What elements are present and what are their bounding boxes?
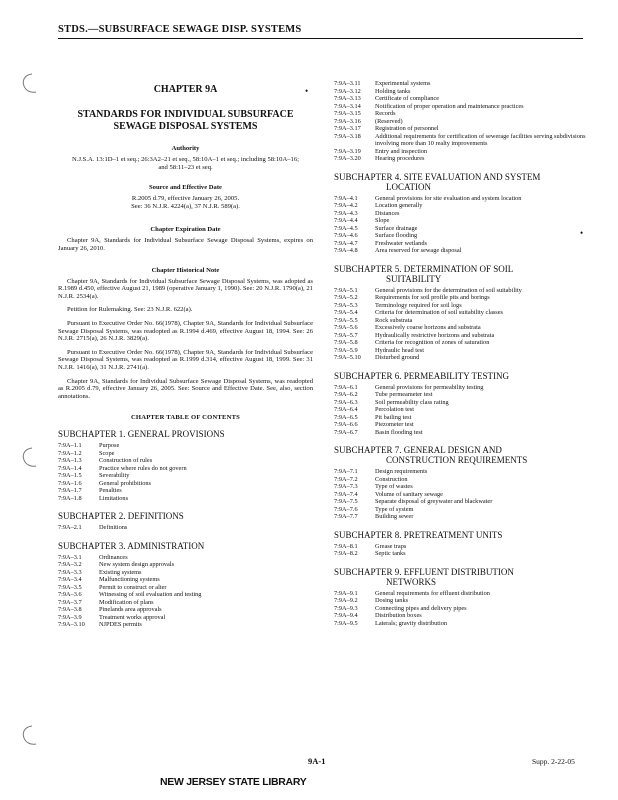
toc-entry: [334, 491, 592, 499]
section-title: Type of system: [375, 505, 414, 513]
section-number: 7:9A–3.16: [334, 117, 361, 125]
running-head: STDS.—SUBSURFACE SEWAGE DISP. SYSTEMS: [58, 24, 583, 39]
section-title: New system design approvals: [99, 561, 175, 569]
toc-entry: [334, 506, 592, 514]
section-number: 7:9A–5.7: [334, 331, 358, 339]
toc-entry: [334, 125, 592, 133]
section-title: Rock substrata: [375, 316, 413, 324]
section-title: Records: [375, 110, 396, 117]
toc-entry: [58, 614, 313, 622]
history-paragraph: Chapter 9A, Standards for Individual Subsurface Sewage Disposal Systems, was adopted as R.1989 d.450, effective August 21, 1989 (operative January 1, 1990). See: 20 N.J.R. 1790(a), 21 N.J.R. 2534(a).: [58, 277, 313, 300]
toc-entry: [58, 472, 313, 480]
section-title: Pinelands area approvals: [99, 606, 162, 614]
toc-entry: [58, 442, 313, 450]
subchapter-heading: [334, 172, 592, 192]
section-number: 7:9A–1.4: [58, 464, 82, 472]
section-title: Volume of sanitary sewage: [375, 490, 443, 498]
subchapter-heading: [334, 264, 592, 284]
subchapter-heading: [334, 530, 592, 540]
section-title: Witnessing of soil evaluation and testing: [99, 591, 202, 599]
section-number: 7:9A–3.1: [58, 553, 82, 561]
subchapter-heading-line: NETWORKS: [386, 576, 436, 587]
toc-entry: [334, 468, 592, 476]
section-title: Type of wastes: [375, 483, 413, 490]
subchapter-heading: [58, 511, 313, 521]
toc-entry: [334, 195, 592, 203]
toc-entry: [334, 247, 592, 255]
history-paragraph: Chapter 9A, Standards for Individual Subsurface Sewage Disposal Systems, was readopted as R.2005 d.79, effective January 26, 2005. See: Source and Effective Date. See, also, section annotations.: [58, 377, 313, 400]
section-number: 7:9A–3.19: [334, 147, 361, 155]
section-number: 7:9A–3.20: [334, 155, 361, 162]
section-number: 7:9A–9.2: [334, 597, 358, 604]
section-title: Excessively coarse horizons and substrata: [375, 324, 481, 331]
subchapter-heading-line: SUBCHAPTER 5. DETERMINATION OF SOIL: [334, 263, 514, 274]
subchapter-heading: [58, 541, 313, 551]
toc-entry: [334, 202, 592, 210]
section-title: Notification of proper operation and maintenance practices: [375, 102, 524, 110]
section-number: 7:9A–7.2: [334, 475, 358, 483]
section-number: 7:9A–4.5: [334, 224, 358, 232]
history-paragraph: Pursuant to Executive Order No. 66(1978), Chapter 9A, Standards for Individual Subsurface Sewage Disposal Systems, was readopted as R.1994 d.469, effective August 18, 1994. See: 26 N.J.R. 2715(a), 26 N.J.R. 3829(a).: [58, 319, 313, 343]
toc-entry: [334, 429, 592, 437]
section-number: 7:9A–3.10: [58, 621, 85, 629]
section-number: 7:9A–9.5: [334, 619, 358, 627]
section-number: 7:9A–5.5: [334, 316, 358, 324]
section-title: Hearing procedures: [375, 155, 425, 162]
toc-entry: [58, 524, 313, 532]
toc-entry: [334, 483, 592, 491]
section-title: Location generally: [375, 202, 423, 209]
section-title: Severability: [99, 472, 130, 480]
section-title: Experimental systems: [375, 80, 431, 87]
section-number: 7:9A–3.9: [58, 613, 82, 621]
section-number: 7:9A–3.4: [58, 576, 82, 584]
section-title: Laterals; gravity distribution: [375, 619, 448, 627]
toc-entry: [58, 480, 313, 488]
toc-entry: [334, 133, 592, 148]
section-number: 7:9A–5.10: [334, 354, 361, 361]
section-number: 7:9A–3.7: [58, 598, 82, 606]
section-number: 7:9A–3.11: [334, 80, 361, 87]
section-title: Freshwater wetlands: [375, 239, 427, 247]
section-title: Requirements for soil profile pits and borings: [375, 294, 490, 301]
toc-entry: [334, 95, 592, 103]
section-title: Distances: [375, 209, 400, 217]
section-number: 7:9A–4.3: [334, 209, 358, 217]
section-title: Tube permeameter test: [375, 391, 433, 398]
toc-entry: [334, 210, 592, 218]
section-title: Piezometer test: [375, 421, 414, 428]
toc-entry: [58, 487, 313, 495]
section-title: Malfunctioning systems: [99, 576, 160, 584]
section-number: 7:9A–2.1: [58, 524, 82, 532]
toc-entry: [334, 347, 592, 355]
page-number: 9A-1: [308, 756, 326, 766]
subchapter-heading: [334, 567, 592, 587]
history-paragraph: Pursuant to Executive Order No. 66(1978), Chapter 9A, Standards for Individual Subsurface Sewage Disposal Systems, was readopted as R.1999 d.314, effective August 18, 1999. See: 31 N.J.R. 1416(a), 31 N.J.R. 2741(a).: [58, 348, 313, 371]
history-heading: Chapter Historical Note: [151, 266, 220, 274]
section-title: Surface drainage: [375, 224, 418, 232]
subchapter-heading-line: SUBCHAPTER 1. GENERAL PROVISIONS: [58, 429, 225, 440]
section-number: 7:9A–3.5: [58, 583, 82, 591]
toc-entry: [58, 465, 313, 473]
section-title: Construction: [375, 475, 408, 483]
section-number: 7:9A–8.2: [334, 550, 358, 557]
section-number: 7:9A–1.8: [58, 494, 82, 502]
section-title: Criteria for determination of soil suitability classes: [375, 309, 504, 316]
section-number: 7:9A–3.18: [334, 132, 361, 140]
section-number: 7:9A–3.8: [58, 606, 82, 614]
subchapter-heading-line: SUBCHAPTER 6. PERMEABILITY TESTING: [334, 370, 510, 381]
authority-heading: Authority: [171, 145, 200, 152]
toc-entry: [334, 217, 592, 225]
section-title: Percolation test: [375, 406, 414, 413]
toc-entry: [334, 590, 592, 598]
section-number: 7:9A–3.17: [334, 125, 361, 132]
section-number: 7:9A–5.3: [334, 301, 358, 309]
section-title: Purpose: [99, 442, 120, 450]
binder-hole-mark: [18, 72, 44, 96]
source-line: R.2005 d.79, effective January 26, 2005.: [131, 195, 240, 203]
section-title: Penalties: [99, 487, 122, 495]
section-title: Separate disposal of greywater and blackwater: [375, 498, 493, 505]
left-toc: [58, 429, 313, 629]
toc-entry: [58, 569, 313, 577]
section-number: 7:9A–4.7: [334, 239, 358, 247]
section-title: Existing systems: [99, 568, 142, 576]
section-title: Certificate of compliance: [375, 95, 439, 102]
section-title: Grease traps: [375, 542, 407, 550]
toc-entry: [58, 495, 313, 503]
section-title: General provisions for site evaluation and system location: [375, 194, 522, 202]
section-title: Design requirements: [375, 468, 428, 475]
section-number: 7:9A–7.7: [334, 513, 358, 520]
subchapter-heading-line: SUBCHAPTER 8. PRETREATMENT UNITS: [334, 529, 503, 540]
chapter-title-line: STANDARDS FOR INDIVIDUAL SUBSURFACE: [77, 109, 294, 120]
section-number: 7:9A–3.12: [334, 87, 361, 95]
toc-entry: [334, 332, 592, 340]
toc-entry: [334, 287, 592, 295]
section-title: Limitations: [99, 494, 129, 502]
subchapter-heading: [58, 429, 313, 439]
section-title: Treatment works approval: [99, 613, 166, 621]
section-number: 7:9A–3.3: [58, 568, 82, 576]
expiration-text: Chapter 9A, Standards for Individual Subsurface Sewage Disposal Systems, expires on January 26, 2010.: [58, 237, 313, 252]
section-title: Disturbed ground: [375, 354, 420, 361]
toc-entry: [334, 476, 592, 484]
section-title: General prohibitions: [99, 479, 151, 487]
chapter-title-line: SEWAGE DISPOSAL SYSTEMS: [113, 121, 258, 132]
section-number: 7:9A–1.3: [58, 457, 82, 465]
section-title: General provisions for the determination of soil suitability: [375, 286, 522, 294]
section-title: (Reserved): [375, 117, 403, 125]
toc-entry: [334, 384, 592, 392]
toc-entry: [334, 103, 592, 111]
section-title: General provisions for permeability testing: [375, 383, 484, 391]
section-title: Permit to construct or alter: [99, 583, 167, 591]
section-number: 7:9A–1.5: [58, 472, 82, 480]
left-column: [58, 78, 313, 629]
section-title: NJPDES permits: [99, 621, 142, 629]
section-number: 7:9A–8.1: [334, 542, 358, 550]
library-stamp: NEW JERSEY STATE LIBRARY: [160, 776, 307, 788]
section-title: Entry and inspection: [375, 147, 428, 155]
toc-entry: [334, 80, 592, 88]
section-number: 7:9A–4.6: [334, 232, 358, 239]
binder-hole-mark: [18, 724, 44, 748]
section-title: Area reserved for sewage disposal: [375, 247, 462, 254]
toc-entry: [58, 606, 313, 614]
toc-entry: [334, 88, 592, 96]
section-title: Terminology required for soil logs: [375, 301, 462, 309]
subchapter-heading: [334, 445, 592, 465]
authority-text: N.J.S.A. 13:1D–1 et seq.; 26:3A2–21 et seq., 58:10A–1 et seq.; including 58:10A–16; and 58:11–23 et seq.: [72, 156, 299, 171]
toc-entry: [334, 148, 592, 156]
toc-entry: [334, 309, 592, 317]
toc-entry: [58, 561, 313, 569]
subchapter-heading-line: SUBCHAPTER 4. SITE EVALUATION AND SYSTEM: [334, 171, 541, 182]
toc-entry: [334, 421, 592, 429]
history-paragraph: Petition for Rulemaking. See: 23 N.J.R. 622(a).: [67, 306, 193, 314]
toc-entry: [334, 155, 592, 163]
toc-entry: [334, 543, 592, 551]
section-number: 7:9A–4.4: [334, 217, 358, 224]
toc-continued-entries: [334, 80, 592, 163]
toc-entry: [334, 391, 592, 399]
section-number: 7:9A–9.4: [334, 612, 358, 619]
section-number: 7:9A–6.1: [334, 383, 358, 391]
section-title: Criteria for recognition of zones of saturation: [375, 339, 490, 346]
source-heading: Source and Effective Date: [149, 184, 222, 192]
toc-entry: [58, 457, 313, 465]
subchapter-heading-line: SUBCHAPTER 2. DEFINITIONS: [58, 511, 184, 522]
section-title: General requirements for effluent distribution: [375, 589, 490, 597]
subchapter-heading-line: SUITABILITY: [386, 273, 442, 284]
section-number: 7:9A–5.8: [334, 339, 358, 346]
supplement-date: Supp. 2-22-05: [532, 757, 575, 766]
toc-entry: [58, 621, 313, 629]
toc-entry: [334, 550, 592, 558]
section-number: 7:9A–1.2: [58, 449, 82, 457]
section-number: 7:9A–6.3: [334, 398, 358, 406]
toc-entry: [334, 513, 592, 521]
toc-entry: [58, 584, 313, 592]
subchapter-heading-line: SUBCHAPTER 7. GENERAL DESIGN AND: [334, 445, 502, 455]
toc-entry: [334, 498, 592, 506]
section-number: 7:9A–6.5: [334, 413, 358, 421]
section-number: 7:9A–5.1: [334, 286, 358, 294]
section-title: Modification of plans: [99, 598, 154, 606]
toc-entry: [334, 399, 592, 407]
section-title: Holding tanks: [375, 87, 411, 95]
section-title: Slope: [375, 217, 390, 224]
section-title: Definitions: [99, 524, 128, 532]
toc-entry: [334, 605, 592, 613]
toc-entry: [334, 354, 592, 362]
section-number: 7:9A–7.1: [334, 468, 358, 475]
source-line: See: 36 N.J.R. 4224(a), 37 N.J.R. 589(a).: [131, 202, 240, 210]
binder-hole-mark: [18, 446, 44, 470]
subchapter-heading-line: SUBCHAPTER 9. EFFLUENT DISTRIBUTION: [334, 566, 514, 577]
section-number: 7:9A–3.2: [58, 561, 82, 569]
toc-entry: [334, 240, 592, 248]
section-number: 7:9A–4.2: [334, 202, 358, 209]
section-title: Connecting pipes and delivery pipes: [375, 604, 467, 612]
section-number: 7:9A–6.6: [334, 421, 358, 428]
section-number: 7:9A–3.13: [334, 95, 361, 102]
section-title: Soil permeability class rating: [375, 398, 449, 406]
section-title: Dosing tanks: [375, 597, 409, 604]
toc-entry: [58, 554, 313, 562]
section-title: Ordinances: [99, 553, 128, 561]
toc-entry: [334, 110, 592, 118]
section-number: 7:9A–1.6: [58, 479, 82, 487]
toc-entry: [334, 406, 592, 414]
toc-entry: [334, 414, 592, 422]
section-title: Pit bailing test: [375, 413, 412, 421]
section-number: 7:9A–9.3: [334, 604, 358, 612]
section-number: 7:9A–5.2: [334, 294, 358, 301]
toc-entry: [58, 576, 313, 584]
section-title: Hydraulic head test: [375, 346, 424, 354]
section-number: 7:9A–7.4: [334, 490, 358, 498]
subchapter-heading-line: LOCATION: [386, 181, 431, 192]
toc-entry: [58, 450, 313, 458]
toc-entry: [334, 620, 592, 628]
stray-dot: •: [305, 86, 309, 96]
section-number: 7:9A–1.7: [58, 487, 82, 495]
section-number: 7:9A–5.6: [334, 324, 358, 331]
section-number: 7:9A–4.1: [334, 194, 358, 202]
right-column: [334, 80, 592, 627]
section-title: Scope: [99, 449, 115, 457]
toc-entry: [334, 225, 592, 233]
section-number: 7:9A–6.7: [334, 428, 358, 436]
section-title: Building sewer: [375, 513, 414, 520]
toc-entry: [334, 302, 592, 310]
expiration-heading: Chapter Expiration Date: [150, 226, 221, 234]
subchapter-heading-line: SUBCHAPTER 3. ADMINISTRATION: [58, 540, 205, 551]
section-number: 7:9A–3.15: [334, 110, 361, 117]
subchapter-heading: [334, 371, 592, 381]
section-title: Registration of personnel: [375, 125, 439, 132]
section-title: Additional requirements for certification of sewerage facilities serving subdivisions involving more than 10 realty improvements: [375, 132, 586, 147]
section-number: 7:9A–3.14: [334, 102, 361, 110]
subchapter-heading-line: CONSTRUCTION REQUIREMENTS: [386, 455, 528, 465]
section-number: 7:9A–5.4: [334, 309, 358, 316]
toc-heading: CHAPTER TABLE OF CONTENTS: [130, 414, 241, 422]
toc-entry: [334, 294, 592, 302]
toc-entry: [334, 597, 592, 605]
section-number: 7:9A–6.4: [334, 406, 358, 413]
section-title: Surface flooding: [375, 232, 418, 239]
section-title: Practice where rules do not govern: [99, 464, 187, 472]
section-title: Hydraulically restrictive horizons and substrata: [375, 331, 495, 339]
toc-entry: [334, 232, 592, 240]
section-title: Septic tanks: [375, 550, 406, 557]
right-toc: [334, 172, 592, 628]
chapter-number: CHAPTER 9A: [153, 84, 218, 95]
section-title: Construction of rules: [99, 457, 153, 465]
section-title: Basin flooding test: [375, 428, 423, 436]
toc-entry: [334, 118, 592, 126]
stray-dot: •: [580, 228, 584, 238]
section-title: Distribution boxes: [375, 612, 422, 619]
toc-entry: [334, 317, 592, 325]
toc-entry: [334, 324, 592, 332]
section-number: 7:9A–5.9: [334, 346, 358, 354]
section-number: 7:9A–9.1: [334, 589, 358, 597]
section-number: 7:9A–3.6: [58, 591, 82, 599]
chapter-title: [58, 109, 313, 133]
section-number: 7:9A–4.8: [334, 247, 358, 254]
section-number: 7:9A–7.3: [334, 483, 358, 490]
section-number: 7:9A–6.2: [334, 391, 358, 398]
toc-entry: [58, 591, 313, 599]
section-number: 7:9A–1.1: [58, 442, 82, 450]
section-number: 7:9A–7.6: [334, 505, 358, 513]
section-number: 7:9A–7.5: [334, 498, 358, 505]
toc-entry: [58, 599, 313, 607]
toc-entry: [334, 339, 592, 347]
toc-entry: [334, 612, 592, 620]
